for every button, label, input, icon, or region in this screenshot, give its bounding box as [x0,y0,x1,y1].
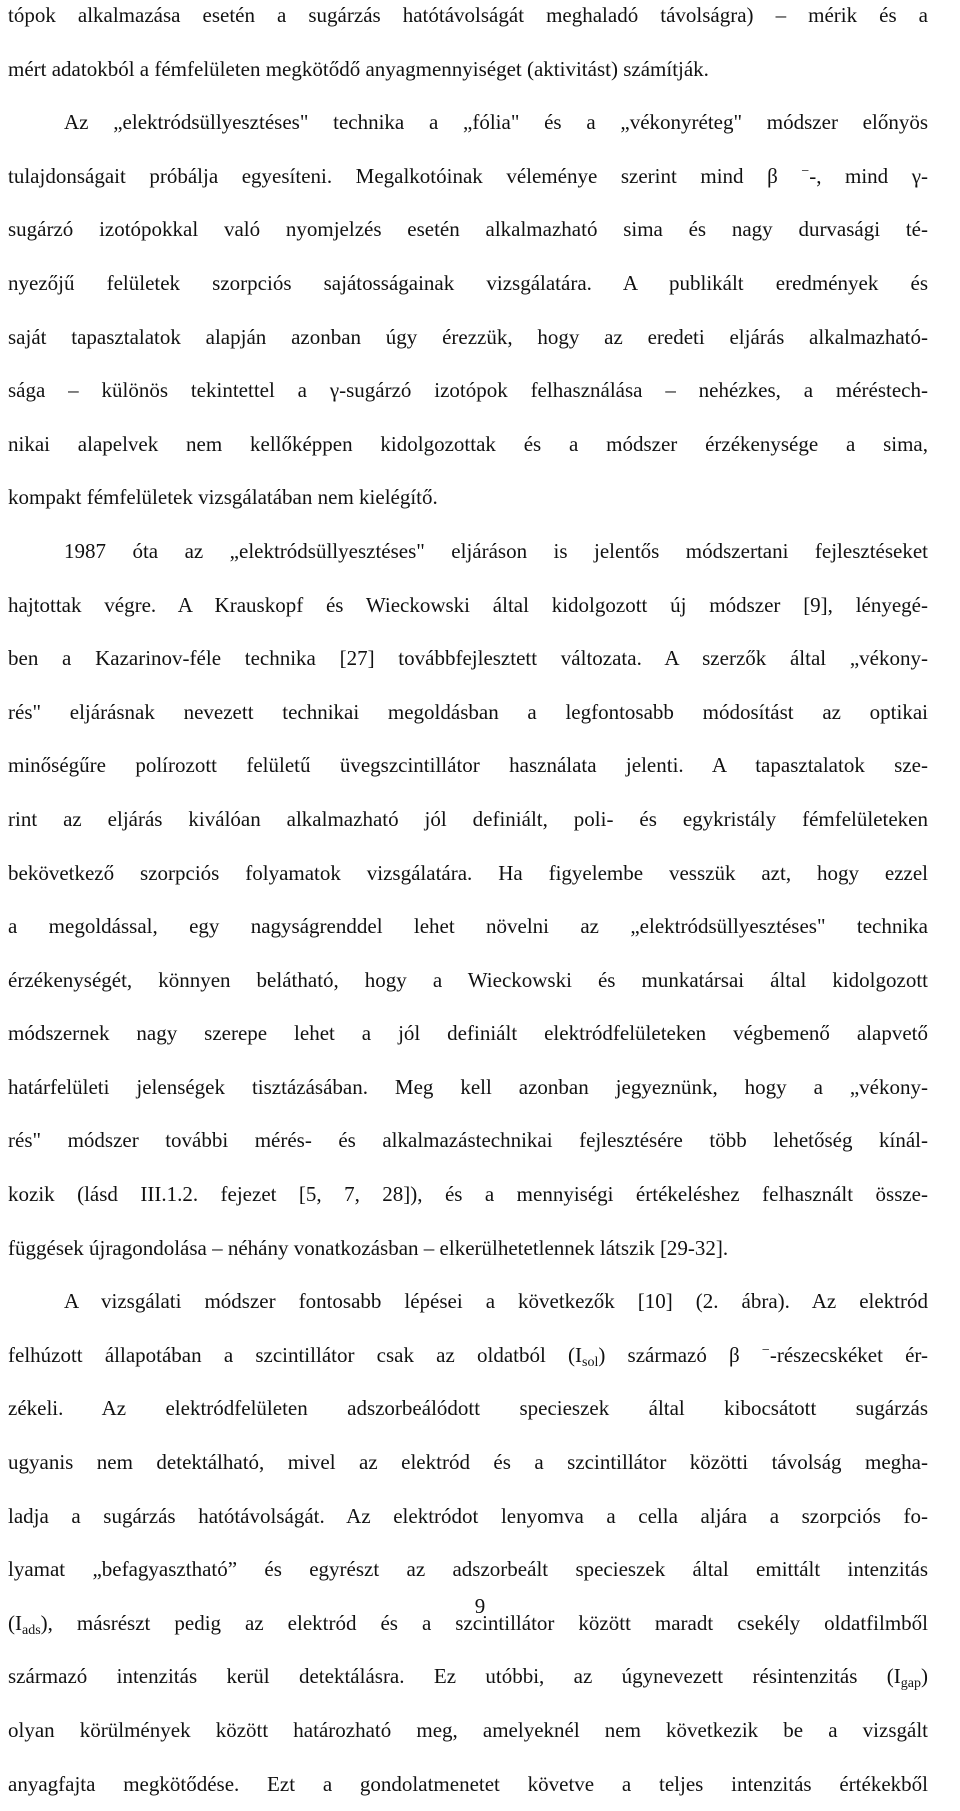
text-line: kozik (lásd III.1.2. fejezet [5, 7, 28]), és a mennyiségi értékeléshez felhasznált össze- [8,1182,928,1207]
text-line: olyan körülmények között határozható meg, amelyeknél nem következik be a vizsgált [8,1718,928,1742]
text-line: függések újragondolása – néhány vonatkozásban – elkerülhetetlennek látszik [29-32]. [8,1235,729,1260]
text-line: rint az eljárás kiválóan alkalmazható jól definiált, poli- és egykristály fémfelületeken [8,806,928,831]
paragraph [8,525,928,1275]
body-text [8,0,928,1811]
text-line: A vizsgálati módszer fontosabb lépései a következők [10] (2. ábra). Az elektród [64,1289,928,1314]
text-line: ladja a sugárzás hatótávolságát. Az elektródot lenyomva a cella aljára a szorpciós fo- [8,1503,928,1528]
text-line: származó intenzitás kerül detektálásra. Ez utóbbi, az úgynevezett résintenzitás $(I_{gap})$ [8,1664,928,1692]
text-line: kompakt fémfelületek vizsgálatában nem kielégítő. [8,485,438,510]
paragraph [8,1275,928,1811]
page-number: 9 [474,1594,486,1618]
text-line: a megoldással, egy nagyságrenddel lehet növelni az „elektródsüllyesztéses" technika [8,914,928,939]
text-line: anyagfajta megkötődése. Ezt a gondolatmenetet követve a teljes intenzitás értékekből [8,1771,928,1796]
paragraph [8,0,928,96]
text-line: saját tapasztalatok alapján azonban úgy érezzük, hogy az eredeti eljárás alkalmazható- [8,324,928,349]
text-line: 1987 óta az „elektródsüllyesztéses" eljáráson is jelentős módszertani fejlesztéseket [64,538,928,563]
text-line: nikai alapelvek nem kellőképpen kidolgozottak és a módszer érzékenysége a sima, [8,431,928,456]
text-line: nyezőjű felületek szorpciós sajátosságainak vizsgálatára. A publikált eredmények és [8,270,928,295]
text-line: lyamat „befagyasztható” és egyrészt az adszorbeált specieszek által emittált intenzitás [8,1557,928,1582]
text-line: tópok alkalmazása esetén a sugárzás hatótávolságát meghaladó távolságra) – mérik és a [8,3,928,27]
text-line: sugárzó izotópokkal való nyomjelzés esetén alkalmazható sima és nagy durvasági té- [8,217,928,242]
text-line: rés" módszer további mérés- és alkalmazástechnikai fejlesztésére több lehetőség kínál- [8,1128,928,1153]
text-line: zékeli. Az elektródfelületen adszorbeálódott specieszek által kibocsátott sugárzás [8,1396,928,1421]
text-line: ben a Kazarinov-féle technika [27] továbbfejlesztett változata. A szerzők által „vékony- [8,646,928,671]
text-line: sága – különös tekintettel a γ-sugárzó izotópok felhasználása – nehézkes, a méréstech- [8,378,928,403]
text-line: rés" eljárásnak nevezett technikai megoldásban a legfontosabb módosítást az optikai [8,699,928,724]
text-line: $(I_{ads})$, másrészt pedig az elektród és a szcintillátor között maradt csekély oldatfilmből [8,1610,928,1638]
text-line: mért adatokból a fémfelületen megkötődő anyagmennyiséget (aktivitást) számítják. [8,56,709,81]
paragraph [8,96,928,525]
text-line: hajtottak végre. A Krauskopf és Wieckowski által kidolgozott új módszer [9], lényegé- [8,592,928,617]
text-line: minőségűre polírozott felületű üvegszcintillátor használata jelenti. A tapasztalatok sze- [8,753,928,778]
text-line: érzékenységét, könnyen belátható, hogy a Wieckowski és munkatársai által kidolgozott [8,967,928,992]
text-line: Az „elektródsüllyesztéses" technika a „fólia" és a „vékonyréteg" módszer előnyös [64,110,928,135]
text-line: felhúzott állapotában a szcintillátor csak az oldatból $(I_{sol})$ származó β −-részecskéket ér- [8,1342,928,1370]
text-line: tulajdonságait próbálja egyesíteni. Megalkotóinak véleménye szerint mind β −-, mind γ- [8,163,928,188]
text-line: bekövetkező szorpciós folyamatok vizsgálatára. Ha figyelembe vesszük azt, hogy ezzel [8,860,928,885]
text-line: ugyanis nem detektálható, mivel az elektród és a szcintillátor közötti távolság megha- [8,1450,928,1475]
text-line: határfelületi jelenségek tisztázásában. Meg kell azonban jegyeznünk, hogy a „vékony- [8,1074,928,1099]
text-line: módszernek nagy szerepe lehet a jól definiált elektródfelületeken végbemenő alapvető [8,1021,928,1046]
